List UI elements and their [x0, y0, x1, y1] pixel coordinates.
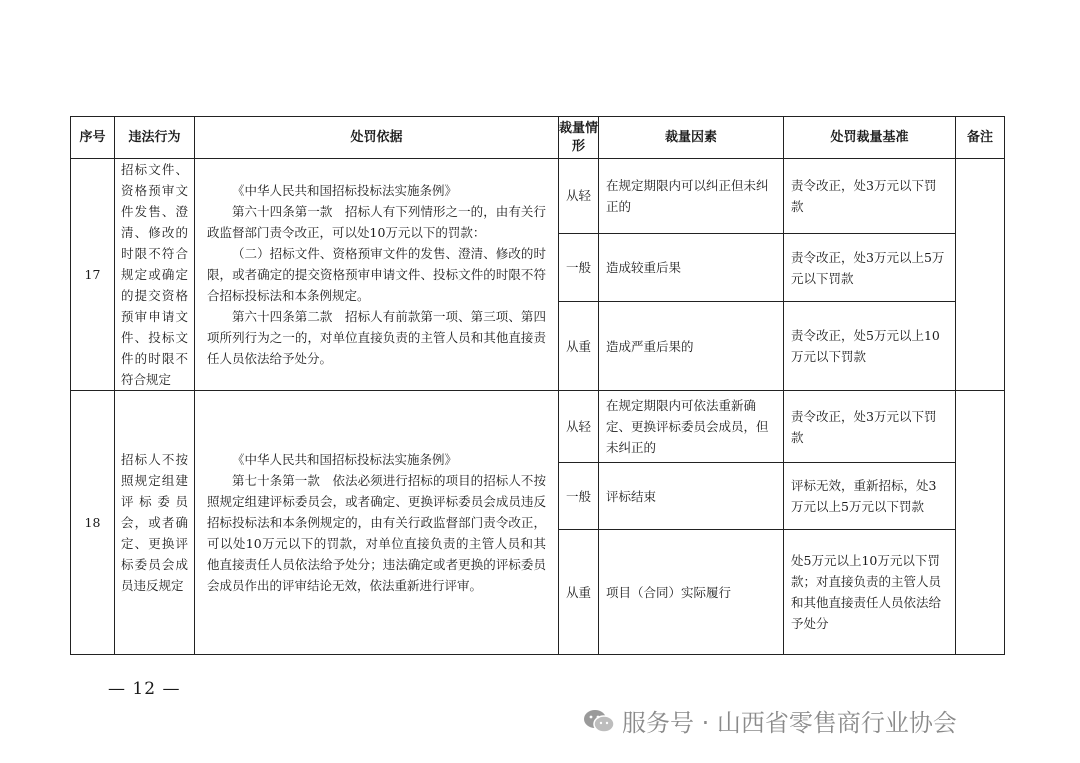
violation-act: 招标文件、资格预审文件发售、澄清、修改的时限不符合规定或确定的提交资格预审申请文件、投标文件的时限不符合规定 — [115, 159, 195, 391]
situation-cell: 一般 — [559, 233, 599, 301]
wechat-icon — [582, 708, 616, 734]
note-cell — [956, 159, 1005, 391]
situation-cell: 从重 — [559, 530, 599, 655]
header-note: 备注 — [956, 117, 1005, 159]
standard-cell: 责令改正，处3万元以上5万元以下罚款 — [784, 233, 956, 301]
standard-cell: 评标无效，重新招标，处3万元以上5万元以下罚款 — [784, 463, 956, 530]
basis-paragraph: 《中华人民共和国招标投标法实施条例》 — [232, 452, 458, 467]
header-no: 序号 — [71, 117, 115, 159]
factor-cell: 造成较重后果 — [599, 233, 784, 301]
row-number: 17 — [71, 159, 115, 391]
situation-cell: 从轻 — [559, 391, 599, 463]
table-row — [71, 159, 1005, 234]
watermark-text: 服务号 · 山西省零售商行业协会 — [622, 709, 957, 737]
standard-cell: 责令改正，处5万元以上10万元以下罚款 — [784, 302, 956, 391]
penalty-basis — [195, 159, 559, 391]
factor-cell: 评标结束 — [599, 463, 784, 530]
situation-cell: 从轻 — [559, 159, 599, 234]
page-number: — 12 — — [108, 679, 181, 699]
standard-cell: 责令改正，处3万元以下罚款 — [784, 159, 956, 234]
header-act: 违法行为 — [115, 117, 195, 159]
header-basis: 处罚依据 — [195, 117, 559, 159]
factor-cell: 造成严重后果的 — [599, 302, 784, 391]
factor-cell: 项目（合同）实际履行 — [599, 530, 784, 655]
violation-act: 招标人不按照规定组建评标委员会，或者确定、更换评标委员会成员违反规定 — [115, 391, 195, 655]
table-row — [71, 391, 1005, 463]
situation-cell: 一般 — [559, 463, 599, 530]
penalty-basis — [195, 391, 559, 655]
standard-cell: 责令改正，处3万元以下罚款 — [784, 391, 956, 463]
situation-cell: 从重 — [559, 302, 599, 391]
basis-paragraph: （二）招标文件、资格预审文件的发售、澄清、修改的时限，或者确定的提交资格预审申请文件、投标文件的时限不符合招标投标法和本条例规定。 — [207, 246, 546, 303]
watermark — [582, 703, 957, 738]
header-standard: 处罚裁量基准 — [784, 117, 956, 159]
note-cell — [956, 391, 1005, 655]
factor-cell: 在规定期限内可依法重新确定、更换评标委员会成员，但未纠正的 — [599, 391, 784, 463]
header-factor: 裁量因素 — [599, 117, 784, 159]
basis-paragraph: 第六十四条第一款 招标人有下列情形之一的，由有关行政监督部门责令改正，可以处10万元以下的罚款： — [207, 204, 546, 240]
row-number: 18 — [71, 391, 115, 655]
basis-paragraph: 第六十四条第二款 招标人有前款第一项、第三项、第四项所列行为之一的，对单位直接负责的主管人员和其他直接责任人员依法给予处分。 — [207, 309, 546, 366]
table-header-row — [71, 117, 1005, 159]
standard-cell: 处5万元以上10万元以下罚款；对直接负责的主管人员和其他直接责任人员依法给予处分 — [784, 530, 956, 655]
penalty-table — [70, 116, 1005, 655]
basis-paragraph: 第七十条第一款 依法必须进行招标的项目的招标人不按照规定组建评标委员会，或者确定、更换评标委员会成员违反招标投标法和本条例规定的，由有关行政监督部门责令改正，可以处10万元以下的罚款，对单位直接负责的主管人员和其他直接责任人员依法给予处分；违法确定或者更换的评标委员会成员作出的评审结论无效，依法重新进行评审。 — [207, 473, 546, 593]
basis-paragraph: 《中华人民共和国招标投标法实施条例》 — [232, 183, 458, 198]
factor-cell: 在规定期限内可以纠正但未纠正的 — [599, 159, 784, 234]
header-situation: 裁量情形 — [559, 117, 599, 159]
